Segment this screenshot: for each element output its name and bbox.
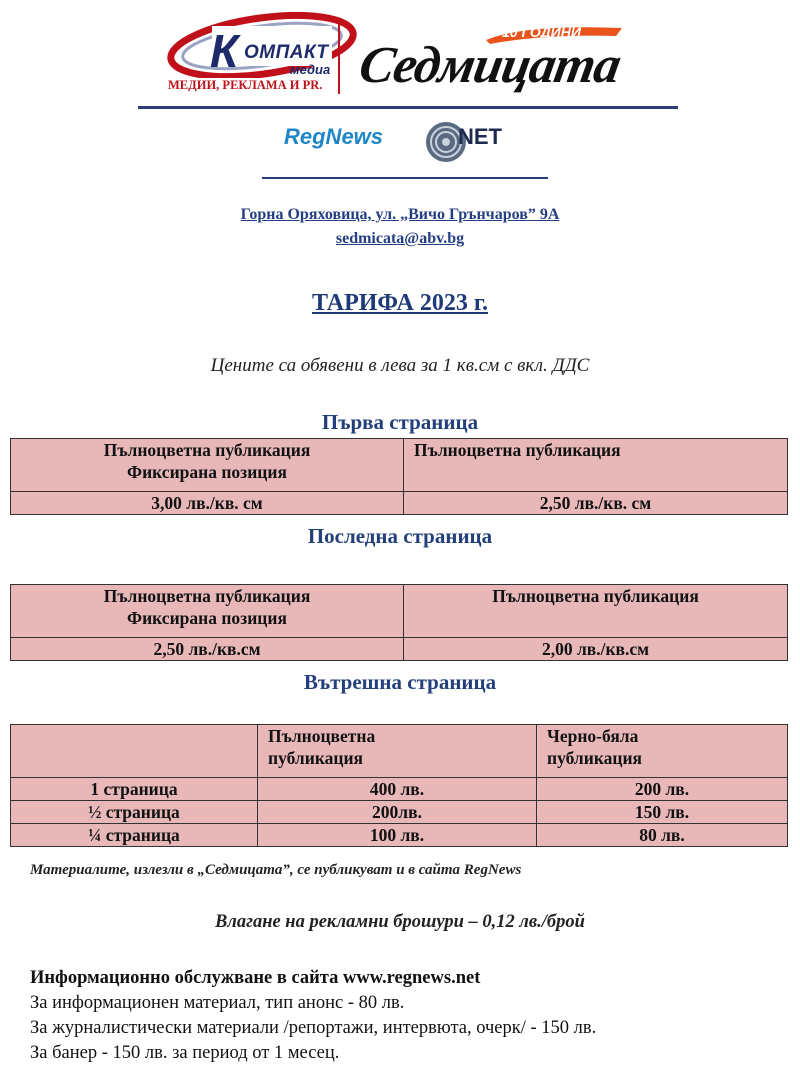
header-line: публикация bbox=[547, 748, 643, 768]
years-badge: 10 ГОДИНИ bbox=[502, 24, 581, 40]
header-line: Фиксирана позиция bbox=[127, 462, 287, 482]
color-price: 100 лв. bbox=[258, 824, 537, 847]
info-line: За информационен материал, тип анонс - 80 лв. bbox=[30, 993, 405, 1013]
sedmicata-title: Седмицата bbox=[354, 37, 625, 94]
bw-price: 200 лв. bbox=[537, 778, 788, 801]
header-line: Пълноцветна публикация bbox=[414, 440, 621, 460]
table-header-cell bbox=[537, 725, 788, 778]
color-price: 400 лв. bbox=[258, 778, 537, 801]
header-line: Пълноцветна публикация bbox=[103, 586, 311, 606]
table-header-cell bbox=[11, 439, 404, 492]
kompakt-initial: К bbox=[210, 25, 239, 77]
first-page-table bbox=[10, 438, 788, 515]
table-row bbox=[11, 439, 788, 492]
last-page-heading: Последна страница bbox=[307, 524, 493, 548]
price-cell: 2,50 лв./кв.см bbox=[11, 638, 404, 661]
table-row bbox=[11, 638, 788, 661]
table-row bbox=[11, 801, 788, 824]
logo-divider bbox=[338, 22, 340, 94]
kompakt-name: ОМПАКТ bbox=[244, 42, 329, 63]
table-row bbox=[11, 585, 788, 638]
header-line: Черно-бяла bbox=[547, 726, 639, 746]
email-link[interactable]: sedmicata@abv.bg bbox=[335, 230, 465, 247]
header-line: Пълноцветна bbox=[268, 726, 376, 746]
last-page-table bbox=[10, 584, 788, 661]
price-note: Цените са обявени в лева за 1 кв.см с вкл. ДДС bbox=[210, 355, 590, 376]
table-row bbox=[11, 492, 788, 515]
header-line: публикация bbox=[268, 748, 364, 768]
kompakt-media-word: медиа bbox=[290, 62, 331, 77]
first-page-heading: Първа страница bbox=[321, 410, 479, 434]
info-heading: Информационно обслужване в сайта www.regnews.net bbox=[30, 968, 481, 988]
inner-page-table bbox=[10, 724, 788, 847]
inner-page-heading: Вътрешна страница bbox=[303, 670, 497, 694]
price-cell: 2,00 лв./кв.см bbox=[404, 638, 788, 661]
price-cell: 3,00 лв./кв. см bbox=[11, 492, 404, 515]
inserts-price: Влагане на рекламни брошури – 0,12 лв./брой bbox=[215, 912, 585, 932]
page-title: ТАРИФА 2023 г. bbox=[311, 290, 489, 316]
footnote: Материалите, излезли в „Седмицата”, се публикуват и в сайта RegNews bbox=[30, 862, 522, 878]
header-line: Фиксирана позиция bbox=[127, 608, 287, 628]
table-header-cell bbox=[404, 585, 788, 638]
info-line: За банер - 150 лв. за период от 1 месец. bbox=[30, 1043, 340, 1063]
bw-price: 150 лв. bbox=[537, 801, 788, 824]
header-line: Пълноцветна публикация bbox=[492, 586, 699, 606]
header-rule bbox=[138, 106, 678, 109]
logo-header bbox=[138, 10, 678, 110]
regnews-logo bbox=[284, 120, 524, 164]
table-header-cell bbox=[258, 725, 537, 778]
address: Горна Оряховица, ул. „Вичо Грънчаров” 9А bbox=[240, 206, 560, 223]
header-line: Пълноцветна публикация bbox=[103, 440, 311, 460]
kompakt-tagline: МЕДИИ, РЕКЛАМА И PR. bbox=[168, 78, 323, 92]
color-price: 200лв. bbox=[258, 801, 537, 824]
table-row bbox=[11, 778, 788, 801]
row-label: ¼ страница bbox=[11, 824, 258, 847]
bw-price: 80 лв. bbox=[537, 824, 788, 847]
regnews-text: RegNews bbox=[284, 124, 384, 149]
logo-rule bbox=[262, 177, 548, 179]
info-line: За журналистически материали /репортажи, интервюта, очерк/ - 150 лв. bbox=[30, 1018, 597, 1038]
row-label: ½ страница bbox=[11, 801, 258, 824]
kompakt-media-logo bbox=[162, 12, 362, 102]
price-cell: 2,50 лв./кв. см bbox=[404, 492, 788, 515]
table-row bbox=[11, 725, 788, 778]
sedmicata-logo bbox=[352, 18, 682, 108]
info-section bbox=[30, 966, 596, 1066]
regnews-net: NET bbox=[458, 124, 502, 149]
table-header-cell bbox=[11, 725, 258, 778]
table-header-cell bbox=[11, 585, 404, 638]
table-row bbox=[11, 824, 788, 847]
table-header-cell bbox=[404, 439, 788, 492]
row-label: 1 страница bbox=[11, 778, 258, 801]
